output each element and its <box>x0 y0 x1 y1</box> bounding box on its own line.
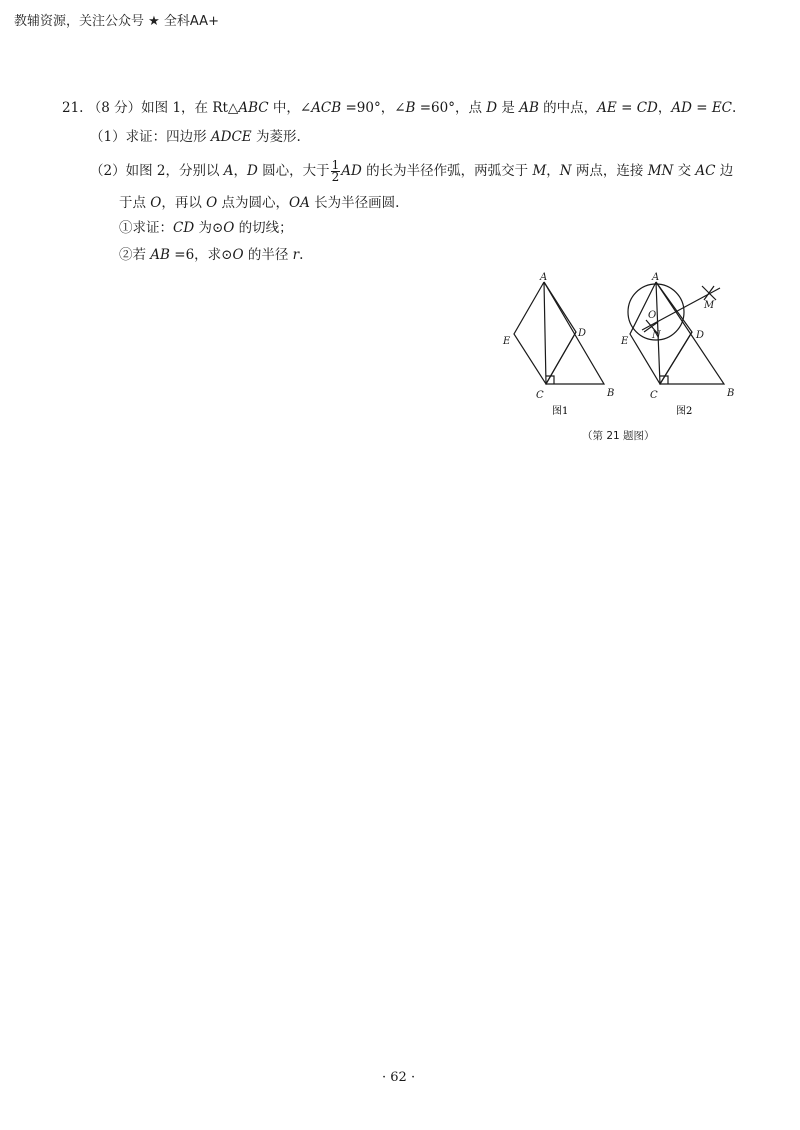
segment-mn: MN <box>647 163 674 179</box>
part-1 <box>90 127 301 147</box>
segment-ad: AD <box>341 163 362 179</box>
part-1-label: （1） <box>90 129 126 145</box>
part-2-text: ，再以 <box>161 195 207 211</box>
stem-text: 的中点， <box>538 100 598 116</box>
sub-2-text: 的半径 <box>243 247 293 263</box>
part-2-text: 圆心，大于 <box>257 163 330 179</box>
question-number: 21. <box>62 100 84 116</box>
point-d: D <box>247 163 258 179</box>
fraction-denominator: 2 <box>331 170 340 184</box>
stem-text: 是 <box>497 100 520 116</box>
point-o: O <box>232 247 244 263</box>
segment-ad: AD <box>671 100 692 116</box>
fraction-numerator: 1 <box>331 158 340 172</box>
part-1-text: 为菱形. <box>251 129 301 145</box>
fig2-label-d: D <box>696 330 705 341</box>
sub-1-text: ①求证： <box>119 220 173 236</box>
question-score: （8 分） <box>87 100 142 116</box>
page-header: 教辅资源，关注公众号 ★ 全科AA+ <box>14 14 219 29</box>
part-2-text: 如图 2，分别以 <box>125 163 224 179</box>
stem-text: ， <box>657 100 672 116</box>
point-a: A <box>223 163 234 179</box>
segment-ec: EC <box>711 100 733 116</box>
sub-question-2 <box>119 245 303 265</box>
stem-text: = <box>691 100 712 116</box>
stem-text: =60°，点 <box>415 100 487 116</box>
fig1-label-a: A <box>540 272 548 283</box>
point-o: O <box>150 195 162 211</box>
part-2-line-1 <box>90 160 733 183</box>
fig2-label-b: B <box>727 388 735 399</box>
part-2-text: 点为圆心， <box>217 195 290 211</box>
segment-ae: AE <box>597 100 617 116</box>
part-2-label: （2） <box>90 163 126 179</box>
fig1-label-b: B <box>607 388 615 399</box>
part-2-text: 于点 <box>119 195 151 211</box>
sub-question-1 <box>119 218 293 238</box>
part-2-text: ， <box>233 163 248 179</box>
point-n: N <box>559 163 572 179</box>
segment-ab: AB <box>519 100 539 116</box>
sub-1-text: 的切线； <box>234 220 293 236</box>
part-2-line-2 <box>119 193 399 213</box>
segment-cd: CD <box>636 100 658 116</box>
quad-adce: ADCE <box>210 129 252 145</box>
angle-b: B <box>405 100 416 116</box>
stem-text: 中，∠ <box>268 100 312 116</box>
point-m: M <box>532 163 547 179</box>
fig2-arc-mark-m <box>702 286 716 300</box>
fig2-label-c: C <box>650 390 658 401</box>
segment-oa: OA <box>289 195 310 211</box>
radius-r: r <box>292 247 300 263</box>
part-2-text: 两点，连接 <box>571 163 648 179</box>
fig2-label-n: N <box>652 330 661 341</box>
fig1-triangle-abc <box>544 282 604 384</box>
stem-text: 如图 1，在 Rt△ <box>141 100 239 116</box>
stem-text: =90°，∠ <box>341 100 406 116</box>
fig1-title: 图1 <box>552 406 569 417</box>
sub-2-text: =6，求⊙ <box>169 247 233 263</box>
figures <box>490 272 750 452</box>
part-2-text: 长为半径画圆. <box>309 195 400 211</box>
part-1-text: 求证：四边形 <box>125 129 211 145</box>
fraction-one-half <box>331 160 341 183</box>
fig2-label-o: O <box>648 310 657 321</box>
fig2-label-m: M <box>704 300 715 311</box>
part-2-text: 交 <box>673 163 696 179</box>
stem-text: . <box>732 100 737 116</box>
fig2-label-e: E <box>621 336 629 347</box>
part-2-text: ， <box>546 163 560 179</box>
point-o: O <box>223 220 235 236</box>
sub-2-text: . <box>299 247 304 263</box>
fig1-label-e: E <box>503 336 511 347</box>
fig2-rhombus-adce <box>630 282 692 384</box>
question-stem <box>62 98 736 118</box>
segment-ac: AC <box>695 163 716 179</box>
page-number: · 62 · <box>382 1070 416 1085</box>
fig1-label-d: D <box>578 328 587 339</box>
segment-ab: AB <box>150 247 170 263</box>
figure-svg <box>490 272 750 452</box>
fig2-title: 图2 <box>676 406 693 417</box>
segment-cd: CD <box>173 220 195 236</box>
fig2-label-a: A <box>652 272 660 283</box>
point-d: D <box>486 100 498 116</box>
triangle-abc: ABC <box>238 100 269 116</box>
sub-2-text: ②若 <box>119 247 151 263</box>
fig1-label-c: C <box>536 390 544 401</box>
part-2-text: 边 <box>715 163 734 179</box>
angle-acb: ACB <box>311 100 342 116</box>
stem-text: = <box>616 100 637 116</box>
sub-1-text: 为⊙ <box>194 220 224 236</box>
figure-caption: （第 21 题图） <box>582 430 655 442</box>
part-2-text: 的长为半径作弧，两弧交于 <box>361 163 533 179</box>
point-o: O <box>206 195 218 211</box>
